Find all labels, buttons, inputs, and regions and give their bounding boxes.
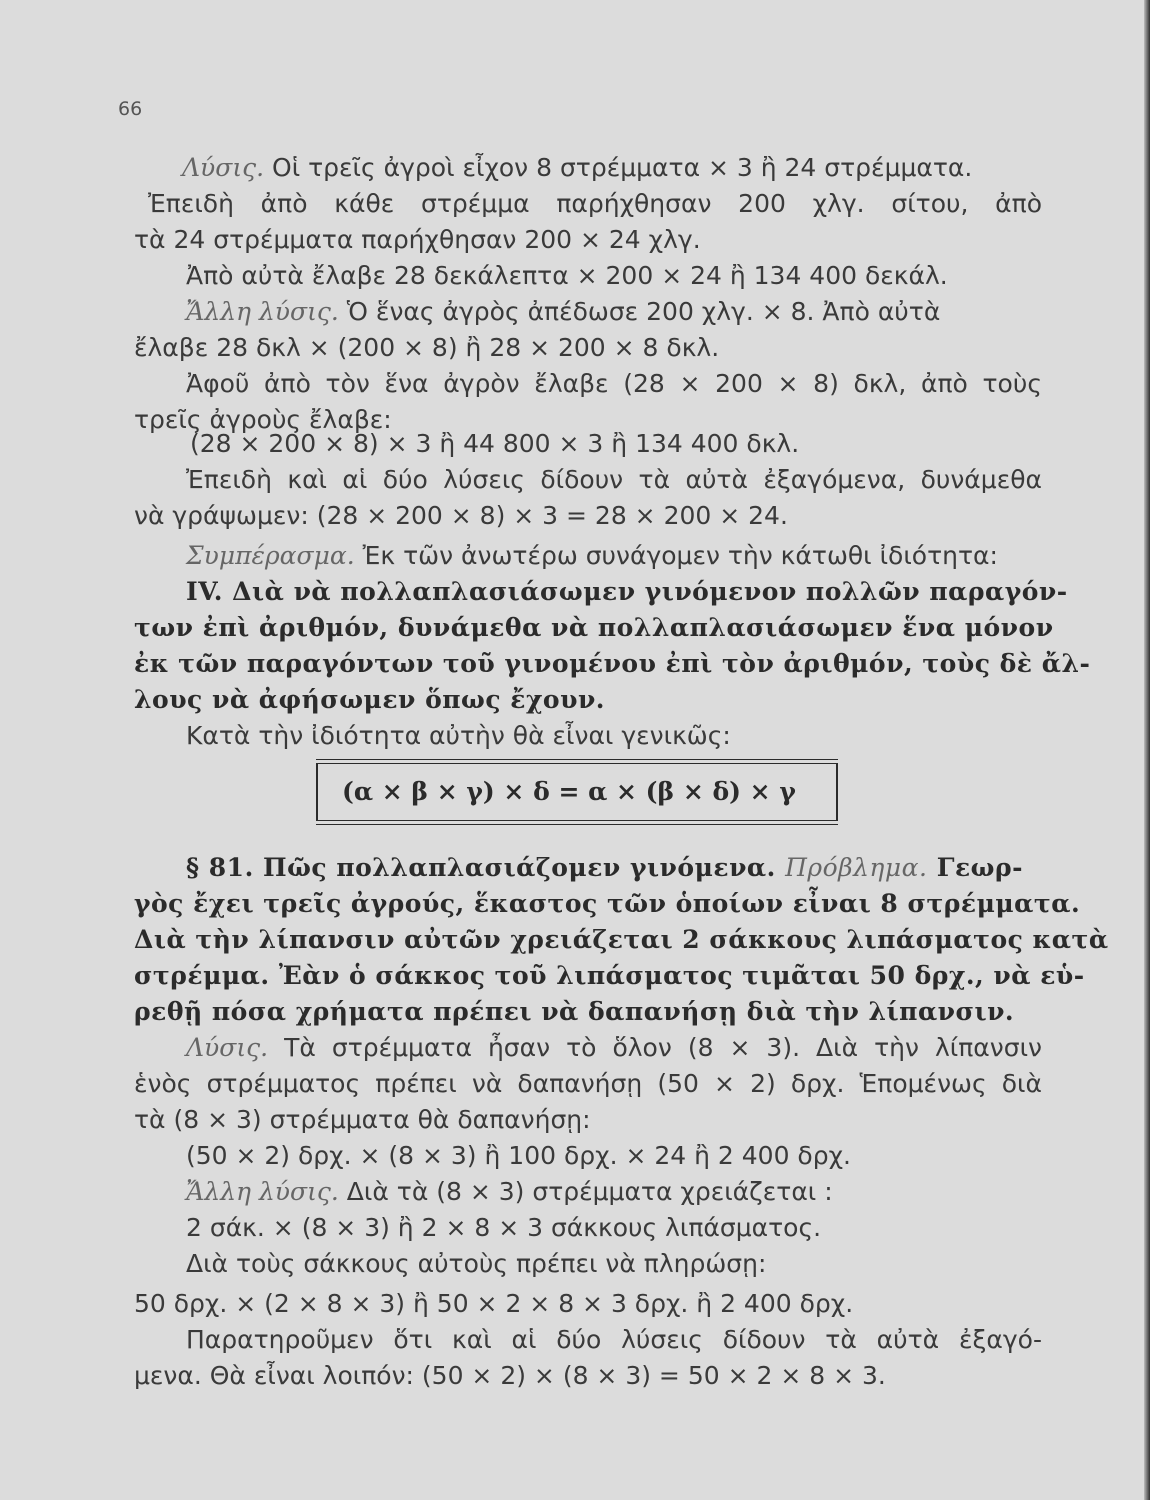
solution-2-label: Λύσις.: [186, 1033, 269, 1062]
section-81-line-4: στρέμμα. Ἐὰν ὁ σάκκος τοῦ λιπάσματος τιμᾶται 50 δρχ., νὰ εὑ-: [134, 961, 1085, 990]
section-81-heading: § 81. Πῶς πολλαπλασιάζομεν γινόμενα.: [186, 853, 776, 882]
alt-solution-2-line-4: 50 δρχ. × (2 × 8 × 3) ἢ 50 × 2 × 8 × 3 δρχ. ἢ 2 400 δρχ.: [134, 1289, 854, 1318]
solution-2-line-4: (50 × 2) δρχ. × (8 × 3) ἢ 100 δρχ. × 24 ἢ 2 400 δρχ.: [186, 1141, 851, 1170]
alt-solution-1-line-4: τρεῖς ἀγροὺς ἔλαβε:: [134, 405, 392, 434]
problem-label: Πρόβλημα.: [785, 853, 928, 882]
conclusion-label: Συμπέρασμα.: [186, 541, 355, 570]
alt-solution-label: Ἄλλη λύσις.: [186, 297, 339, 326]
page-number: 66: [118, 98, 143, 120]
solution-1-line-1: Λύσις. Οἱ τρεῖς ἀγροὶ εἶχον 8 στρέμματα × 3 ἢ 24 στρέμματα.: [182, 153, 973, 182]
solution-2-line-1: Λύσις. Τὰ στρέμματα ἦσαν τὸ ὅλον (8 × 3). Διὰ τὴν λίπανσιν: [186, 1033, 1042, 1062]
rule-line-3: ἐκ τῶν παραγόντων τοῦ γινομένου ἐπὶ τὸν ἀριθμόν, τοὺς δὲ ἄλ-: [134, 649, 1091, 678]
section-81-line-1: § 81. Πῶς πολλαπλασιάζομεν γινόμενα. Πρόβλημα. Γεωρ-: [186, 853, 1023, 882]
section-81-line-2: γὸς ἔχει τρεῖς ἀγρούς, ἕκαστος τῶν ὁποίων εἶναι 8 στρέμματα.: [134, 889, 1081, 918]
general-intro: Κατὰ τὴν ἰδιότητα αὐτὴν θὰ εἶναι γενικῶς:: [186, 721, 731, 750]
alt-solution-1-line-3: Ἀφοῦ ἀπὸ τὸν ἕνα ἀγρὸν ἔλαβε (28 × 200 × 8) δκλ, ἀπὸ τοὺς: [186, 369, 1042, 398]
alt-solution-1-line-2: ἔλαβε 28 δκλ × (200 × 8) ἢ 28 × 200 × 8 δκλ.: [134, 333, 720, 362]
alt-solution-1-line-5: (28 × 200 × 8) × 3 ἢ 44 800 × 3 ἢ 134 400 δκλ.: [190, 429, 800, 458]
solution-2-line-2: ἑνὸς στρέμματος πρέπει νὰ δαπανήσῃ (50 × 2) δρχ. Ἑπομένως διὰ: [134, 1069, 1042, 1098]
solution-1-line-2: Ἐπειδὴ ἀπὸ κάθε στρέμμα παρήχθησαν 200 χλγ. σίτου, ἀπὸ: [148, 189, 1042, 218]
rule-line-1: IV. Διὰ νὰ πολλαπλασιάσωμεν γινόμενον πολλῶν παραγόν-: [186, 577, 1068, 606]
alt-solution-2-label: Ἄλλη λύσις.: [186, 1177, 339, 1206]
solution-label: Λύσις.: [182, 153, 265, 182]
section-81-line-5: ρεθῇ πόσα χρήματα πρέπει νὰ δαπανήσῃ διὰ τὴν λίπανσιν.: [134, 997, 1015, 1026]
alt-solution-1-line-7: νὰ γράψωμεν: (28 × 200 × 8) × 3 = 28 × 200 × 24.: [134, 501, 788, 530]
conclusion-line: Συμπέρασμα. Ἐκ τῶν ἀνωτέρω συνάγομεν τὴν κάτωθι ἰδιότητα:: [186, 541, 998, 570]
alt-solution-1-line-6: Ἐπειδὴ καὶ αἱ δύο λύσεις δίδουν τὰ αὐτὰ ἐξαγόμενα, δυνάμεθα: [186, 465, 1042, 494]
alt-solution-2-line-1: Ἄλλη λύσις. Διὰ τὰ (8 × 3) στρέμματα χρειάζεται :: [186, 1177, 833, 1206]
solution-2-line-3: τὰ (8 × 3) στρέμματα θὰ δαπανήσῃ:: [134, 1105, 591, 1134]
rule-line-4: λους νὰ ἀφήσωμεν ὅπως ἔχουν.: [134, 685, 605, 714]
alt-solution-2-line-5: Παρατηροῦμεν ὅτι καὶ αἱ δύο λύσεις δίδουν τὰ αὐτὰ ἐξαγό-: [186, 1325, 1042, 1354]
formula-box: [316, 763, 838, 821]
alt-solution-1-line-1: Ἄλλη λύσις. Ὁ ἕνας ἀγρὸς ἀπέδωσε 200 χλγ. × 8. Ἀπὸ αὐτὰ: [186, 297, 941, 326]
alt-solution-2-line-6: μενα. Θὰ εἶναι λοιπόν: (50 × 2) × (8 × 3) = 50 × 2 × 8 × 3.: [134, 1361, 886, 1390]
page-edge: [1144, 0, 1150, 1500]
formula: (α × β × γ) × δ = α × (β × δ) × γ: [342, 777, 796, 806]
alt-solution-2-line-3: Διὰ τοὺς σάκκους αὐτοὺς πρέπει νὰ πληρώσῃ:: [186, 1249, 767, 1278]
solution-1-line-4: Ἀπὸ αὐτὰ ἔλαβε 28 δεκάλεπτα × 200 × 24 ἢ 134 400 δεκάλ.: [186, 261, 948, 290]
solution-1-line-3: τὰ 24 στρέμματα παρήχθησαν 200 × 24 χλγ.: [134, 225, 701, 254]
rule-line-2: των ἐπὶ ἀριθμόν, δυνάμεθα νὰ πολλαπλασιάσωμεν ἕνα μόνον: [134, 613, 1054, 642]
alt-solution-2-line-2: 2 σάκ. × (8 × 3) ἢ 2 × 8 × 3 σάκκους λιπάσματος.: [186, 1213, 822, 1242]
section-81-line-3: Διὰ τὴν λίπανσιν αὐτῶν χρειάζεται 2 σάκκους λιπάσματος κατὰ: [134, 925, 1109, 954]
